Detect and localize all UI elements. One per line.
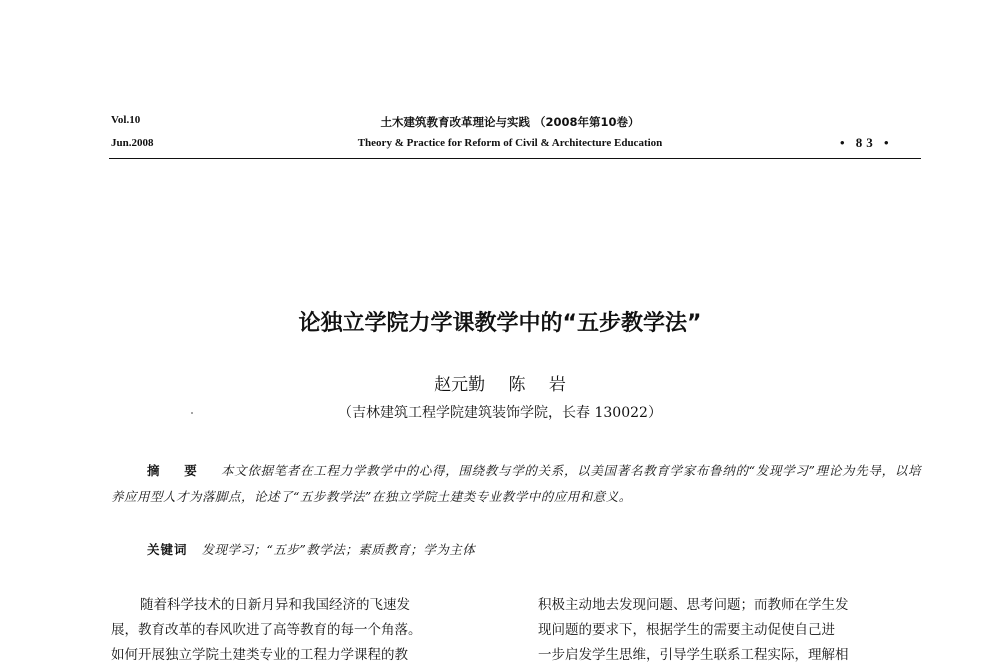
body-line: 积极主动地去发现问题、思考问题；而教师在学生发: [538, 597, 849, 613]
header-rule: [109, 158, 921, 159]
body-line: 展，教育改革的春风吹进了高等教育的每一个角落。: [111, 622, 422, 638]
body-column-right: [538, 593, 918, 668]
abstract: [111, 458, 921, 510]
article-authors: 赵元勤 陈 岩: [434, 375, 566, 395]
author-affiliation: （吉林建筑工程学院建筑装饰学院，长春 130022）: [338, 405, 662, 421]
journal-title-english: Theory & Practice for Reform of Civil & Architecture Education: [357, 137, 663, 149]
journal-volume: Vol.10: [111, 114, 141, 126]
abstract-label: 摘 要: [147, 463, 207, 478]
body-column-left: [111, 593, 491, 668]
article-title: 论独立学院力学课教学中的“五步教学法”: [298, 311, 702, 336]
keywords-label: 关键词: [147, 542, 188, 557]
body-line: 如何开展独立学院土建类专业的工程力学课程的教: [111, 647, 408, 663]
abstract-text: 本文依据笔者在工程力学教学中的心得，围绕教与学的关系，以美国著名教育学家布鲁纳的“发现学习”理论为先导，以培养应用型人才为落脚点，论述了“五步教学法”在独立学院土建类专业教学中的应用和意义。: [111, 463, 921, 504]
body-line: 随着科学技术的日新月异和我国经济的飞速发: [140, 597, 410, 613]
keywords: [147, 540, 921, 558]
journal-date: Jun.2008: [111, 137, 154, 149]
journal-title-chinese: 土木建筑教育改革理论与实践 （2008年第10卷）: [380, 115, 640, 129]
body-line: 一步启发学生思维，引导学生联系工程实际，理解相: [538, 647, 849, 663]
page-number: • 83 •: [840, 135, 893, 150]
body-line: 现问题的要求下，根据学生的需要主动促使自己进: [538, 622, 835, 638]
keywords-text: 发现学习；“五步”教学法；素质教育；学为主体: [201, 542, 476, 557]
